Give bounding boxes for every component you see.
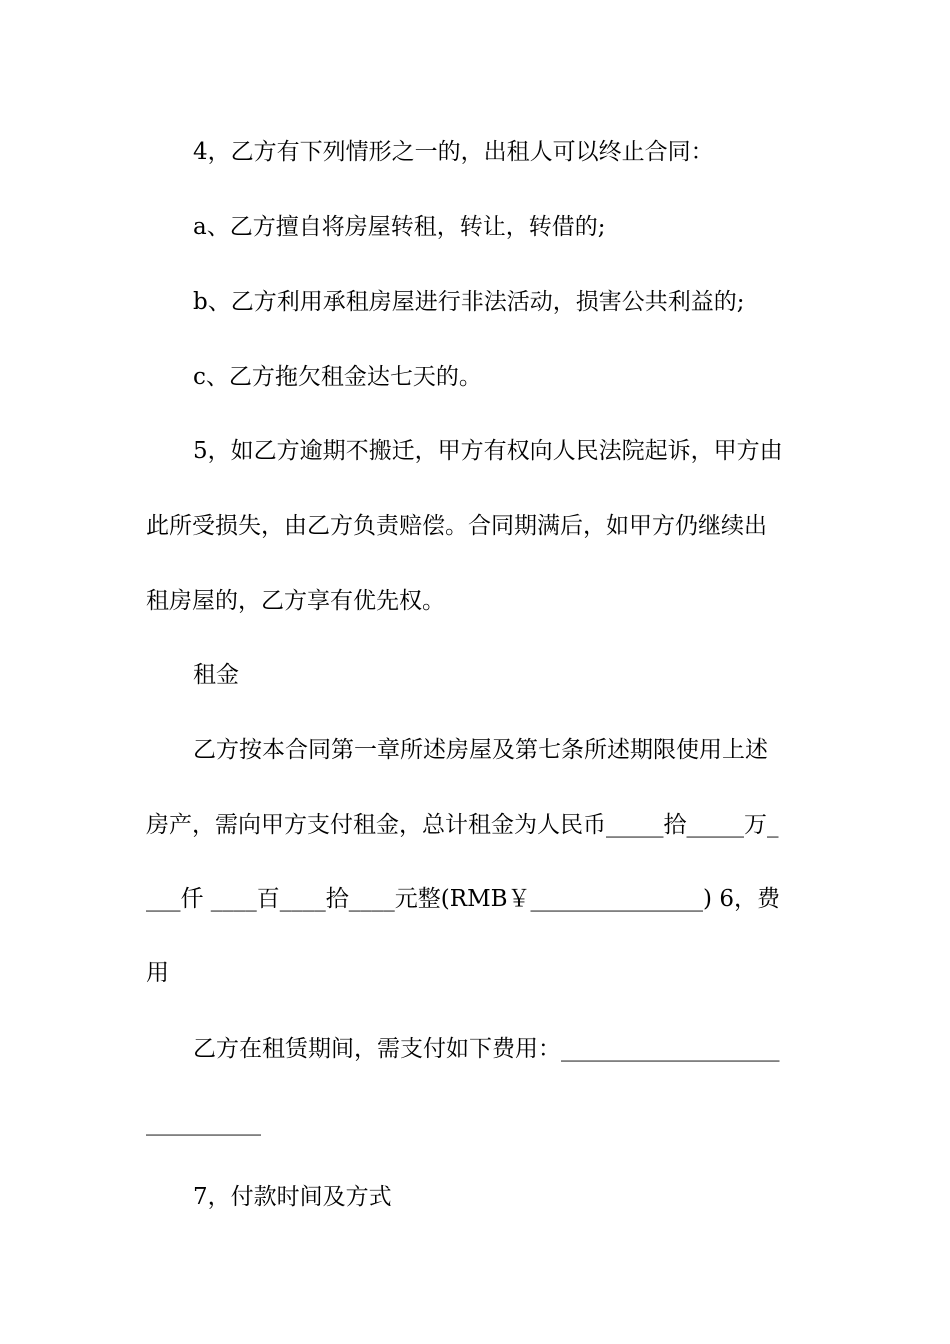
section-heading-rent: 租金 bbox=[193, 662, 239, 688]
clause-4-item-b: b、乙方利用承租房屋进行非法活动，损害公共利益的; bbox=[193, 289, 745, 315]
rent-paragraph-line-3: ___仟 ____百____拾____元整(RMB￥_______________) 6，费 bbox=[146, 886, 780, 912]
clause-7-heading: 7，付款时间及方式 bbox=[193, 1184, 392, 1210]
clause-4-item-c: c、乙方拖欠租金达七天的。 bbox=[193, 364, 482, 390]
fees-line-1: 乙方在租赁期间，需支付如下费用：___________________ bbox=[193, 1036, 780, 1062]
clause-5-line-3: 租房屋的，乙方享有优先权。 bbox=[146, 588, 445, 614]
rent-paragraph-line-4: 用 bbox=[146, 960, 169, 986]
clause-4-item-a: a、乙方擅自将房屋转租，转让，转借的; bbox=[193, 214, 606, 240]
clause-4-heading: 4，乙方有下列情形之一的，出租人可以终止合同： bbox=[193, 139, 714, 165]
clause-5-line-2: 此所受损失，由乙方负责赔偿。合同期满后，如甲方仍继续出 bbox=[146, 513, 767, 539]
clause-5-line-1: 5，如乙方逾期不搬迁，甲方有权向人民法院起诉，甲方由 bbox=[193, 438, 783, 464]
fees-line-2: __________ bbox=[146, 1110, 261, 1136]
rent-paragraph-line-1: 乙方按本合同第一章所述房屋及第七条所述期限使用上述 bbox=[193, 737, 768, 763]
rent-paragraph-line-2: 房产，需向甲方支付租金，总计租金为人民币_____拾_____万_ bbox=[146, 812, 779, 838]
